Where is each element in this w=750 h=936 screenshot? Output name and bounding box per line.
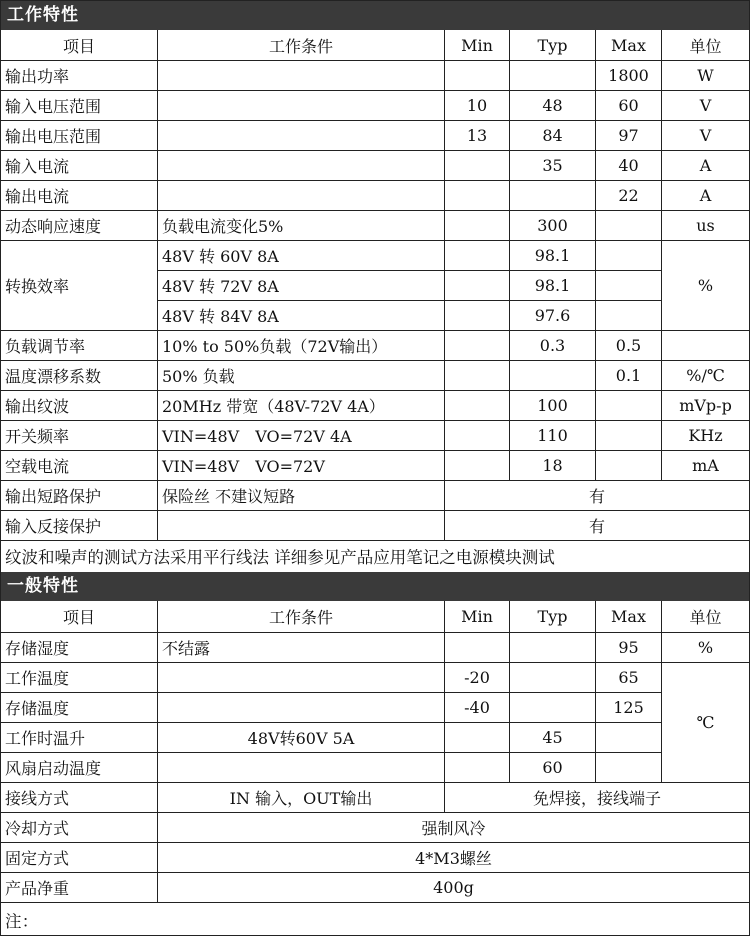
- row-item: 工作温度: [1, 663, 158, 693]
- row-min: [445, 271, 510, 301]
- footnote: 注：: [5, 912, 39, 931]
- row-min: [445, 241, 510, 271]
- row-condition: 10% to 50%负载（72V输出）: [158, 331, 445, 361]
- row-item: 输出短路保护: [1, 481, 158, 511]
- row-condition: 20MHz 带宽（48V-72V 4A）: [158, 391, 445, 421]
- row-typ: 98.1: [510, 241, 596, 271]
- row-max: [596, 451, 662, 481]
- row-typ: 48: [510, 91, 596, 121]
- row-min: 13: [445, 121, 510, 151]
- row-condition: [158, 151, 445, 181]
- row-max: [596, 211, 662, 241]
- row-typ: 300: [510, 211, 596, 241]
- row-min: [445, 753, 510, 783]
- header-min: Min: [445, 601, 510, 633]
- row-typ: [510, 693, 596, 723]
- header-min: Min: [445, 30, 510, 61]
- row-min: [445, 181, 510, 211]
- row-max: [596, 241, 662, 271]
- row-condition: [158, 693, 445, 723]
- header-condition: 工作条件: [158, 30, 445, 61]
- header-item: 项目: [1, 601, 158, 633]
- operating-characteristics-table: [1, 30, 749, 571]
- row-min: [445, 151, 510, 181]
- row-min: [445, 361, 510, 391]
- row-min: -40: [445, 693, 510, 723]
- row-unit: V: [662, 91, 749, 121]
- row-unit: A: [662, 151, 749, 181]
- row-max: [596, 391, 662, 421]
- row-unit: W: [662, 61, 749, 91]
- row-item: 空载电流: [1, 451, 158, 481]
- row-max: [596, 271, 662, 301]
- row-max: 0.5: [596, 331, 662, 361]
- row-condition: 负载电流变化5%: [158, 211, 445, 241]
- section-title-operating: 工作特性: [1, 1, 749, 30]
- row-typ: [510, 61, 596, 91]
- row-max: 125: [596, 693, 662, 723]
- general-characteristics-table: [1, 601, 749, 903]
- row-min: [445, 331, 510, 361]
- row-condition: 48V 转 84V 8A: [158, 301, 445, 331]
- row-typ: 18: [510, 451, 596, 481]
- row-item: 输入反接保护: [1, 511, 158, 541]
- row-unit: mA: [662, 451, 749, 481]
- header-unit: 单位: [662, 601, 749, 633]
- row-value: 强制风冷: [158, 813, 749, 843]
- section-title-general: 一般特性: [1, 572, 749, 601]
- row-item: 固定方式: [1, 843, 158, 873]
- row-condition: [158, 511, 445, 541]
- row-typ: 97.6: [510, 301, 596, 331]
- row-min: [445, 633, 510, 663]
- row-min: [445, 301, 510, 331]
- row-value: 4*M3螺丝: [158, 843, 749, 873]
- row-item: 存储湿度: [1, 633, 158, 663]
- row-unit: A: [662, 181, 749, 211]
- row-item: 温度漂移系数: [1, 361, 158, 391]
- row-item: 存储温度: [1, 693, 158, 723]
- row-typ: 0.3: [510, 331, 596, 361]
- row-item: 工作时温升: [1, 723, 158, 753]
- header-unit: 单位: [662, 30, 749, 61]
- row-item: 接线方式: [1, 783, 158, 813]
- row-item: 输入电压范围: [1, 91, 158, 121]
- row-max: 22: [596, 181, 662, 211]
- header-typ: Typ: [510, 601, 596, 633]
- row-item: 动态响应速度: [1, 211, 158, 241]
- row-condition: 48V转60V 5A: [158, 723, 445, 753]
- row-condition: 48V 转 72V 8A: [158, 271, 445, 301]
- row-value: 有: [445, 511, 749, 541]
- row-min: 10: [445, 91, 510, 121]
- row-condition: IN 输入，OUT输出: [158, 783, 445, 813]
- header-item: 项目: [1, 30, 158, 61]
- row-max: [596, 723, 662, 753]
- row-item: 产品净重: [1, 873, 158, 903]
- row-condition: 不结露: [158, 633, 445, 663]
- row-condition: [158, 121, 445, 151]
- row-item: 输出纹波: [1, 391, 158, 421]
- row-item: 冷却方式: [1, 813, 158, 843]
- row-min: [445, 421, 510, 451]
- row-item: 输入电流: [1, 151, 158, 181]
- row-value: 有: [445, 481, 749, 511]
- row-item: 转换效率: [1, 241, 158, 331]
- row-unit: %/℃: [662, 361, 749, 391]
- row-typ: [510, 633, 596, 663]
- row-typ: [510, 361, 596, 391]
- row-item: 风扇启动温度: [1, 753, 158, 783]
- row-item: 输出电压范围: [1, 121, 158, 151]
- row-condition: VIN=48V VO=72V: [158, 451, 445, 481]
- row-max: 95: [596, 633, 662, 663]
- row-value: 400g: [158, 873, 749, 903]
- row-condition: [158, 663, 445, 693]
- row-unit: %: [662, 241, 749, 331]
- row-typ: 35: [510, 151, 596, 181]
- row-unit: us: [662, 211, 749, 241]
- test-method-note: 纹波和噪声的测试方法采用平行线法 详细参见产品应用笔记之电源模块测试: [5, 548, 555, 567]
- row-min: [445, 723, 510, 753]
- header-typ: Typ: [510, 30, 596, 61]
- row-condition: 48V 转 60V 8A: [158, 241, 445, 271]
- row-max: [596, 301, 662, 331]
- row-value: 免焊接，接线端子: [445, 783, 749, 813]
- row-typ: 45: [510, 723, 596, 753]
- row-condition: 50% 负载: [158, 361, 445, 391]
- row-min: -20: [445, 663, 510, 693]
- row-max: 97: [596, 121, 662, 151]
- row-typ: 60: [510, 753, 596, 783]
- row-max: [596, 421, 662, 451]
- row-max: 60: [596, 91, 662, 121]
- row-unit: [662, 331, 749, 361]
- row-unit: V: [662, 121, 749, 151]
- row-item: 输出电流: [1, 181, 158, 211]
- row-max: 0.1: [596, 361, 662, 391]
- row-typ: 100: [510, 391, 596, 421]
- row-unit-celsius: ℃: [662, 663, 749, 783]
- header-condition: 工作条件: [158, 601, 445, 633]
- row-min: [445, 391, 510, 421]
- row-unit: mVp-p: [662, 391, 749, 421]
- row-max: 1800: [596, 61, 662, 91]
- row-item: 输出功率: [1, 61, 158, 91]
- row-typ: 110: [510, 421, 596, 451]
- row-max: 40: [596, 151, 662, 181]
- row-min: [445, 451, 510, 481]
- header-max: Max: [596, 601, 662, 633]
- row-condition: [158, 61, 445, 91]
- row-item: 负载调节率: [1, 331, 158, 361]
- row-min: [445, 211, 510, 241]
- row-typ: [510, 181, 596, 211]
- row-min: [445, 61, 510, 91]
- row-condition: [158, 181, 445, 211]
- row-typ: 98.1: [510, 271, 596, 301]
- row-max: [596, 753, 662, 783]
- row-condition: VIN=48V VO=72V 4A: [158, 421, 445, 451]
- row-item: 开关频率: [1, 421, 158, 451]
- row-condition: 保险丝 不建议短路: [158, 481, 445, 511]
- row-typ: 84: [510, 121, 596, 151]
- row-condition: [158, 91, 445, 121]
- row-unit: KHz: [662, 421, 749, 451]
- header-max: Max: [596, 30, 662, 61]
- row-typ: [510, 663, 596, 693]
- row-unit: %: [662, 633, 749, 663]
- row-max: 65: [596, 663, 662, 693]
- row-condition: [158, 753, 445, 783]
